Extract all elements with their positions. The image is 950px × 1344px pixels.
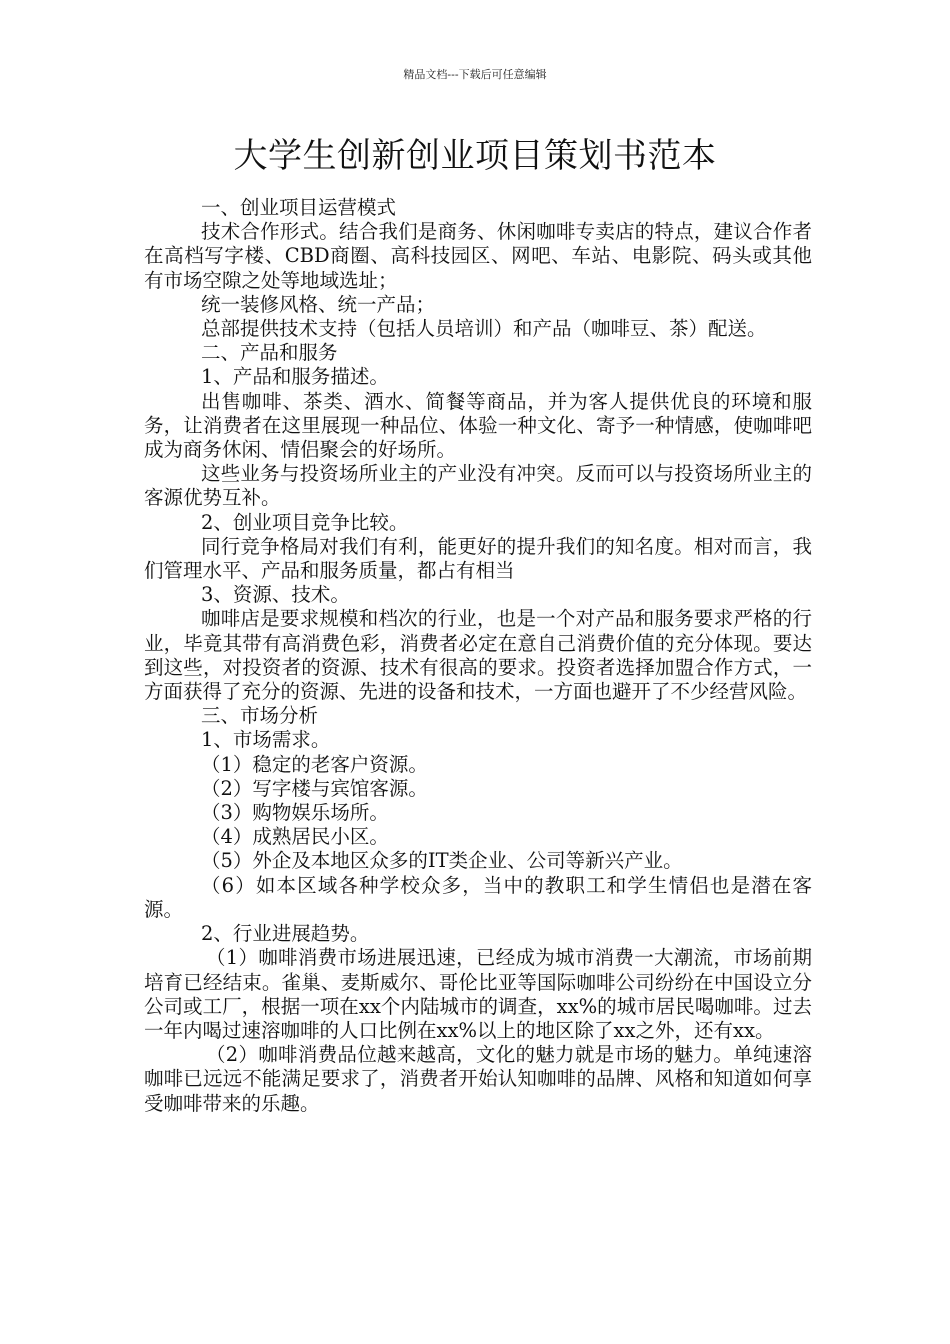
list-item: （1）稳定的老客户资源。 bbox=[201, 752, 428, 776]
paragraph: 咖啡店是要求规模和档次的行业，也是一个对产品和服务要求严格的行业，毕竟其带有高消费色彩，消费者必定在意自己消费价值的充分体现。要达到这些，对投资者的资源、技术有很高的要求。投资者选择加盟合作方式，一方面获得了充分的资源、先进的设备和技术，一方面也避开了不少经营风险。 bbox=[144, 607, 812, 704]
list-item: （5）外企及本地区众多的IT类企业、公司等新兴产业。 bbox=[201, 849, 683, 873]
paragraph: 总部提供技术支持（包括人员培训）和产品（咖啡豆、茶）配送。 bbox=[201, 317, 767, 341]
document-title: 大学生创新创业项目策划书范本 bbox=[233, 136, 717, 176]
paragraph: 技术合作形式。结合我们是商务、休闲咖啡专卖店的特点，建议合作者在高档写字楼、CBD商圈、高科技园区、网吧、车站、电影院、码头或其他有市场空隙之处等地域选址； bbox=[144, 220, 812, 292]
list-item: （6）如本区域各种学校众多，当中的教职工和学生情侣也是潜在客源。 bbox=[144, 873, 812, 921]
section-heading: 三、市场分析 bbox=[201, 704, 319, 728]
subsection-heading: 1、产品和服务描述。 bbox=[201, 365, 389, 389]
header-note: 精品文档---下载后可任意编辑 bbox=[403, 68, 547, 81]
list-item: （3）购物娱乐场所。 bbox=[201, 801, 389, 825]
document-body bbox=[144, 196, 812, 1116]
paragraph: （2）咖啡消费品位越来越高，文化的魅力就是市场的魅力。单纯速溶咖啡已远远不能满足要求了，消费者开始认知咖啡的品牌、风格和知道如何享受咖啡带来的乐趣。 bbox=[144, 1043, 812, 1115]
paragraph: 出售咖啡、茶类、酒水、简餐等商品，并为客人提供优良的环境和服务，让消费者在这里展现一种品位、体验一种文化、寄予一种情感，使咖啡吧成为商务休闲、情侣聚会的好场所。 bbox=[144, 389, 812, 462]
section-heading: 二、产品和服务 bbox=[201, 341, 338, 365]
subsection-heading: 2、创业项目竞争比较。 bbox=[201, 510, 409, 534]
list-item: （2）写字楼与宾馆客源。 bbox=[201, 776, 428, 800]
section-heading: 一、创业项目运营模式 bbox=[201, 196, 397, 219]
subsection-heading: 3、资源、技术。 bbox=[201, 583, 350, 607]
subsection-heading: 1、市场需求。 bbox=[201, 728, 331, 752]
subsection-heading: 2、行业进展趋势。 bbox=[201, 922, 370, 946]
paragraph: （1）咖啡消费市场进展迅速，已经成为城市消费一大潮流，市场前期培育已经结束。雀巢、麦斯威尔、哥伦比亚等国际咖啡公司纷纷在中国设立分公司或工厂，根据一项在xx个内陆城市的调查，xx%的城市居民喝咖啡。过去一年内喝过速溶咖啡的人口比例在xx%以上的地区除了xx之外，还有xx。 bbox=[144, 946, 812, 1042]
list-item: （4）成熟居民小区。 bbox=[201, 825, 389, 849]
paragraph: 同行竞争格局对我们有利，能更好的提升我们的知名度。相对而言，我们管理水平、产品和服务质量，都占有相当 bbox=[144, 534, 812, 583]
paragraph: 这些业务与投资场所业主的产业没有冲突。反而可以与投资场所业主的客源优势互补。 bbox=[144, 462, 812, 510]
paragraph: 统一装修风格、统一产品； bbox=[201, 292, 436, 316]
